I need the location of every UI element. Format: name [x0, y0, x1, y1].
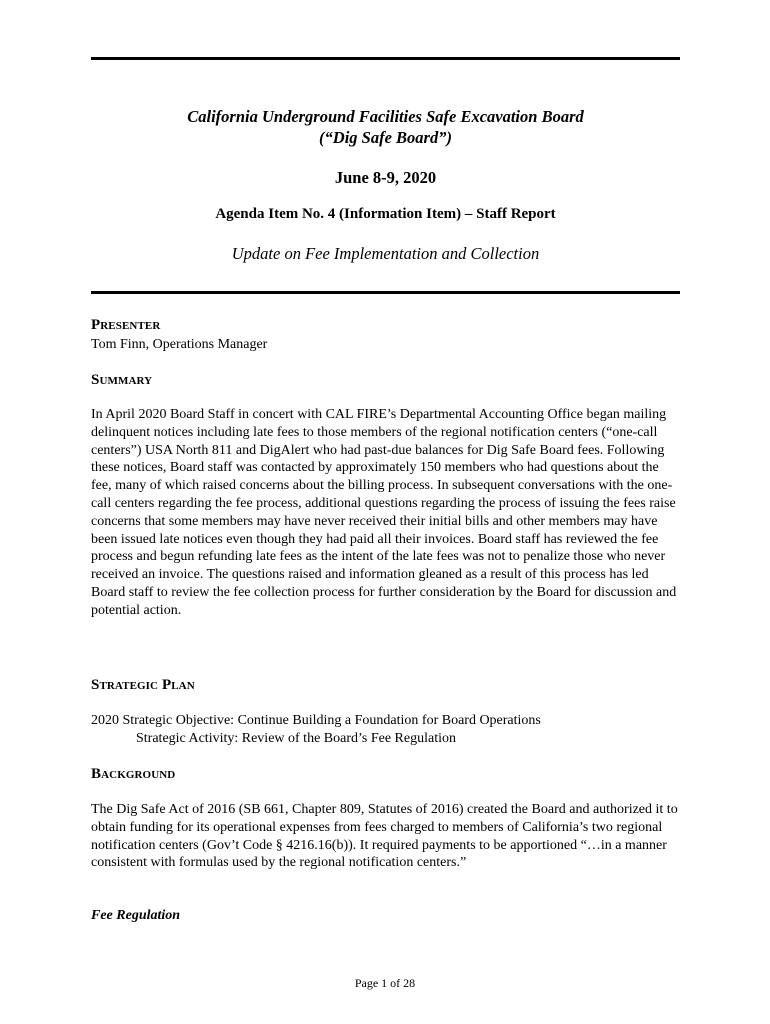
strategic-plan-heading: Strategic Plan [91, 677, 195, 693]
report-subtitle: Update on Fee Implementation and Collection [231, 244, 540, 263]
presenter-heading: Presenter [91, 317, 161, 333]
top-rule [91, 57, 680, 60]
title-line-1: California Underground Facilities Safe Excavation Board [187, 107, 584, 126]
background-body: The Dig Safe Act of 2016 (SB 661, Chapter 809, Statutes of 2016) created the Board and authorized it to obtain funding for its operational expenses from fees charged to members of California’s two regional notification centers (Gov’t Code § 4216.16(b)). It required payments to be apportioned “…in a manner consistent with formulas used by the regional notification centers.” [91, 802, 678, 871]
fee-regulation-subheading: Fee Regulation [91, 908, 181, 923]
page-number: Page 1 of 28 [354, 976, 416, 990]
strategic-objective: 2020 Strategic Objective: Continue Building a Foundation for Board Operations [91, 713, 541, 728]
summary-heading: Summary [91, 372, 153, 388]
background-heading: Background [91, 766, 176, 782]
header-rule [91, 291, 680, 294]
title-line-2: (“Dig Safe Board”) [319, 128, 452, 147]
document-title [91, 106, 680, 148]
agenda-item: Agenda Item No. 4 (Information Item) – Staff Report [215, 206, 556, 222]
summary-body: In April 2020 Board Staff in concert with CAL FIRE’s Departmental Accounting Office began mailing delinquent notices including late fees to those members of the regional notification centers (“one-call centers”) USA North 811 and DigAlert who had past-due balances for Dig Safe Board fees. Following these notices, Board staff was contacted by approximately 150 members who had questions about the fee, many of which raised concerns about the billing process. In subsequent conversations with the one-call centers regarding the fee process, additional questions regarding the process of issuing the fees raise concerns that some members may have never received their initial bills and other members may have been issued late notices even though they had paid all their invoices. Board staff has reviewed the fee process and begun refunding late fees as the intent of the late fees was not to penalize those who never received an invoice. The questions raised and information gleaned as a result of this process has led Board staff to review the fee collection process for further consideration by the Board for discussion and potential action. [91, 407, 677, 618]
strategic-activity: Strategic Activity: Review of the Board’s Fee Regulation [136, 731, 456, 746]
presenter-name: Tom Finn, Operations Manager [91, 337, 268, 352]
meeting-date: June 8-9, 2020 [334, 168, 437, 187]
